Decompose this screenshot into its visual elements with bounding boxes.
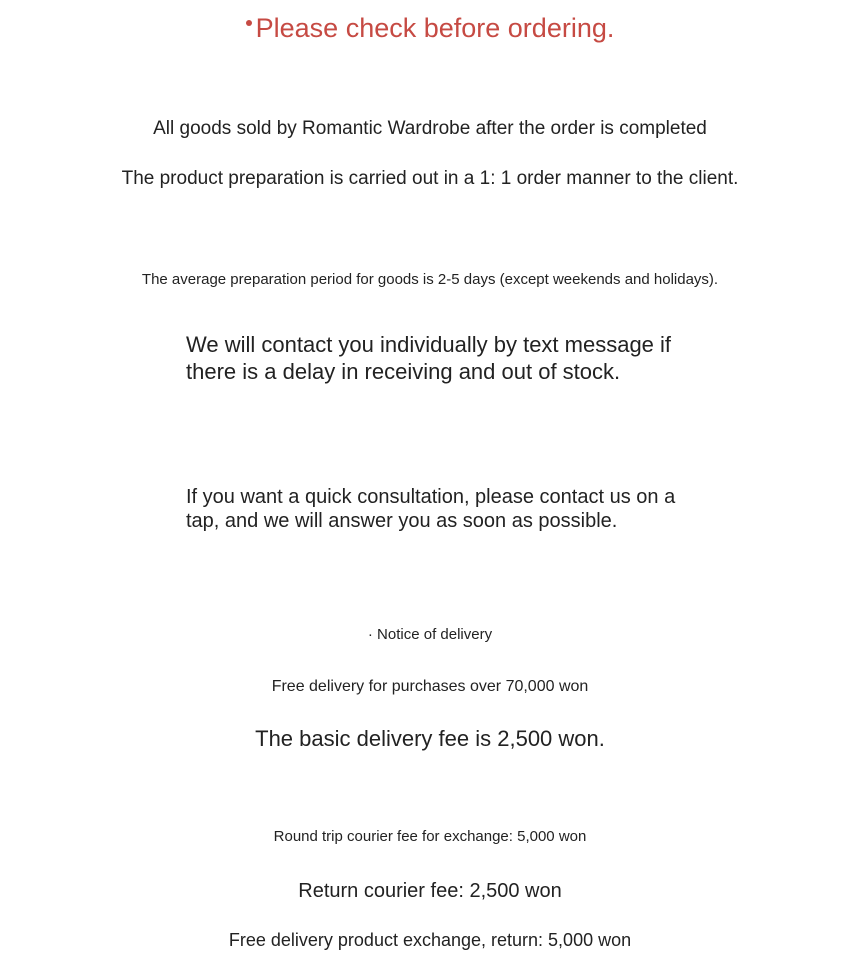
order-notice-line-1: All goods sold by Romantic Wardrobe after the order is completed [153, 118, 707, 139]
free-delivery-text: Free delivery for purchases over 70,000 won [271, 678, 589, 695]
preparation-period-text: The average preparation period for goods is 2-5 days (except weekends and holidays). [141, 271, 719, 288]
order-notice-line-2: The product preparation is carried out in a 1: 1 order manner to the client. [121, 168, 739, 189]
delivery-heading: · Notice of delivery [367, 626, 493, 643]
exchange-fee-text: Round trip courier fee for exchange: 5,000 won [273, 828, 587, 845]
consultation-text: If you want a quick consultation, please contact us on a tap, and we will answer you as soon as possible. [186, 486, 676, 532]
delay-contact-text: We will contact you individually by text message if there is a delay in receiving and out of stock. [186, 332, 672, 384]
notice-title [0, 12, 860, 44]
notice-title-text: Please check before ordering. [255, 13, 615, 43]
bullet-dot-icon [246, 20, 252, 26]
basic-delivery-fee-text: The basic delivery fee is 2,500 won. [255, 726, 605, 751]
return-fee-text: Return courier fee: 2,500 won [298, 880, 562, 902]
free-exchange-return-text: Free delivery product exchange, return: 5,000 won [228, 930, 632, 950]
